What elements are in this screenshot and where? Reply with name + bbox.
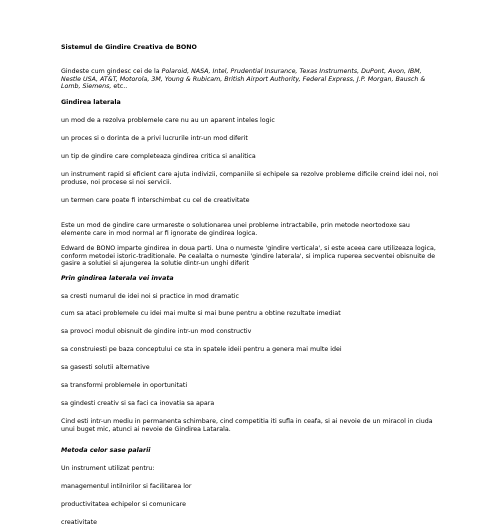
list-item: cum sa ataci problemele cu idei mai multe si mai bune pentru a obtine rezultate imediat [61,310,341,317]
list-item: un termen care poate fi interschimbat cu cel de creativitate [61,197,250,204]
intro-prefix: Gindeste cum gindesc cei de la [61,68,162,75]
list-item: un tip de gindire care completeaza gindirea critica si analitica [61,153,256,160]
list-item: un proces si o dorinta de a privi lucrurile intr-un mod diferit [61,135,248,142]
section-heading-six-hats: Metoda celor sase palarii [61,447,151,454]
list-item: un mod de a rezolva problemele care nu au un aparent inteles logic [61,117,275,124]
list-item: creativitate [61,519,98,526]
intro-companies: Polaroid, NASA, Intel, Prudential Insurance, Texas Instruments, DuPont, Avon, IBM, Nestle USA, AT&T, Motorola, 3M, Young & Rubicam, British Airport Authority, Federal Express, J.P. Morgan, Bausch & Lomb, Siemens, [61,68,426,91]
list-item: managementul intilnirilor si facilitarea lor [61,483,192,490]
list-item: sa gasesti solutii alternative [61,364,150,371]
list-item: productivitatea echipelor si comunicare [61,501,186,508]
list-item: sa cresti numarul de idei noi si practice in mod dramatic [61,293,239,300]
paragraph-de-bono: Edward de BONO imparte gindirea in doua parti. Una o numeste 'gindire verticala', si este aceea care utilizeaza logica, conform metodei istoric-traditionale. Pe cealalta o numeste 'gindire laterala', si implica ruperea secventei obisnuite de gasire a solutiei si ajungerea la solutie dintr-un unghi diferit [61,245,436,268]
six-hats-intro: Un instrument utilizat pentru: [61,465,155,472]
list-item: sa provoci modul obisnuit de gindire intr-un mod constructiv [61,328,252,335]
list-item: sa construiesti pe baza conceptului ce sta in spatele ideii pentru a genera mai multe idei [61,346,342,353]
paragraph-definition: Este un mod de gindire care urmareste o solutionarea unei probleme intractabile, prin metode neortodoxe sau elemente care in mod normal ar fi ignorate de gindirea logica. [61,222,410,237]
intro-paragraph [61,68,439,91]
section-heading-lateral-thinking: Gindirea laterala [61,99,121,106]
list-item: un instrument rapid si eficient care ajuta indivizii, companiile si echipele sa rezolve probleme dificile creind idei noi, noi produse, noi procese si noi servicii. [61,171,439,186]
intro-suffix: etc.. [111,83,128,91]
list-item: sa gindesti creativ si sa faci ca inovatia sa apara [61,400,215,407]
document-title: Sistemul de Gindire Creativa de BONO [61,44,197,51]
paragraph-changing-environment: Cind esti intr-un mediu in permanenta schimbare, cind competitia iti sufla in ceafa, si ai nevoie de un miracol in ciuda unui buget mic, atunci ai nevoie de Gindirea Latarala. [61,418,433,433]
section-heading-learn: Prin gindirea laterala vei invata [61,275,174,282]
list-item: sa transformi problemele in oportunitati [61,382,188,389]
